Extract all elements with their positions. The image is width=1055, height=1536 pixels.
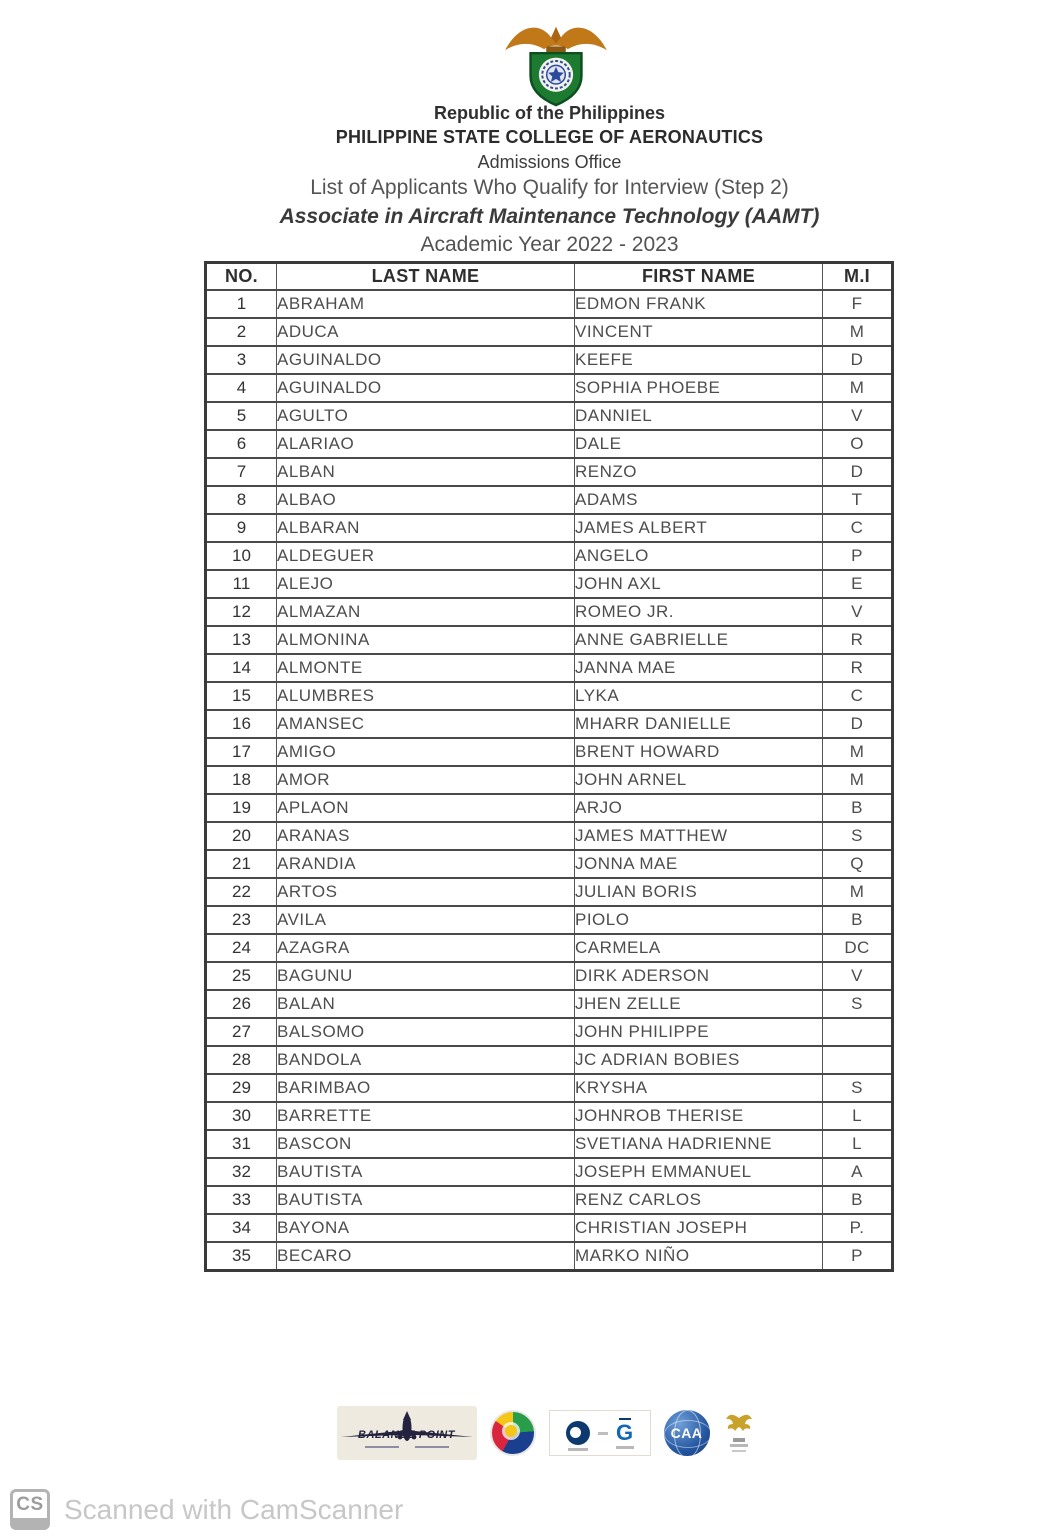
table-row xyxy=(206,794,893,822)
table-row xyxy=(206,738,893,766)
first-name-cell: BRENT HOWARD xyxy=(575,738,823,766)
table-row xyxy=(206,570,893,598)
first-name-cell: ROMEO JR. xyxy=(575,598,823,626)
table-row xyxy=(206,1130,893,1158)
table-row xyxy=(206,1018,893,1046)
document-header xyxy=(22,101,1055,175)
row-number-cell: 6 xyxy=(206,430,277,458)
first-name-cell: JHEN ZELLE xyxy=(575,990,823,1018)
first-name-cell: PIOLO xyxy=(575,906,823,934)
last-name-cell: ADUCA xyxy=(277,318,575,346)
last-name-cell: ALMAZAN xyxy=(277,598,575,626)
middle-initial-cell: F xyxy=(823,290,893,318)
table-row xyxy=(206,1046,893,1074)
row-number-cell: 14 xyxy=(206,654,277,682)
last-name-cell: ALBARAN xyxy=(277,514,575,542)
last-name-cell: BAGUNU xyxy=(277,962,575,990)
middle-initial-cell: R xyxy=(823,654,893,682)
last-name-cell: BAYONA xyxy=(277,1214,575,1242)
first-name-cell: RENZ CARLOS xyxy=(575,1186,823,1214)
camscanner-badge-icon xyxy=(10,1489,50,1530)
applicants-tbody xyxy=(206,290,893,1271)
row-number-cell: 5 xyxy=(206,402,277,430)
table-row xyxy=(206,290,893,318)
middle-initial-cell xyxy=(823,1046,893,1074)
last-name-cell: ALARIAO xyxy=(277,430,575,458)
col-header-no: NO. xyxy=(206,263,277,291)
row-number-cell: 4 xyxy=(206,374,277,402)
middle-initial-cell: O xyxy=(823,430,893,458)
list-title: List of Applicants Who Qualify for Interview (Step 2) xyxy=(310,176,789,199)
first-name-cell: JOHN AXL xyxy=(575,570,823,598)
first-name-cell: CHRISTIAN JOSEPH xyxy=(575,1214,823,1242)
middle-initial-cell: P xyxy=(823,542,893,570)
last-name-cell: BAUTISTA xyxy=(277,1186,575,1214)
row-number-cell: 9 xyxy=(206,514,277,542)
middle-initial-cell: D xyxy=(823,710,893,738)
middle-initial-cell: R xyxy=(823,626,893,654)
first-name-cell: KRYSHA xyxy=(575,1074,823,1102)
last-name-cell: BALAN xyxy=(277,990,575,1018)
footer-logos-row xyxy=(18,1406,1055,1460)
row-number-cell: 7 xyxy=(206,458,277,486)
last-name-cell: ALEJO xyxy=(277,570,575,598)
middle-initial-cell xyxy=(823,1018,893,1046)
row-number-cell: 15 xyxy=(206,682,277,710)
row-number-cell: 3 xyxy=(206,346,277,374)
table-row xyxy=(206,962,893,990)
row-number-cell: 24 xyxy=(206,934,277,962)
last-name-cell: ALBAO xyxy=(277,486,575,514)
table-row xyxy=(206,710,893,738)
last-name-cell: AMIGO xyxy=(277,738,575,766)
row-number-cell: 13 xyxy=(206,626,277,654)
first-name-cell: MARKO NIÑO xyxy=(575,1242,823,1271)
row-number-cell: 16 xyxy=(206,710,277,738)
balance-point-label: BALANCE POINT xyxy=(358,1429,455,1441)
table-row xyxy=(206,318,893,346)
middle-initial-cell: C xyxy=(823,514,893,542)
middle-initial-cell: C xyxy=(823,682,893,710)
row-number-cell: 18 xyxy=(206,766,277,794)
first-name-cell: CARMELA xyxy=(575,934,823,962)
col-header-first-name: FIRST NAME xyxy=(575,263,823,291)
table-row xyxy=(206,654,893,682)
middle-initial-cell: S xyxy=(823,822,893,850)
table-row xyxy=(206,458,893,486)
first-name-cell: RENZO xyxy=(575,458,823,486)
row-number-cell: 35 xyxy=(206,1242,277,1271)
first-name-cell: SVETIANA HADRIENNE xyxy=(575,1130,823,1158)
first-name-cell: JONNA MAE xyxy=(575,850,823,878)
last-name-cell: BANDOLA xyxy=(277,1046,575,1074)
middle-initial-cell: B xyxy=(823,794,893,822)
middle-initial-cell: B xyxy=(823,906,893,934)
middle-initial-cell: S xyxy=(823,1074,893,1102)
row-number-cell: 27 xyxy=(206,1018,277,1046)
last-name-cell: ALBAN xyxy=(277,458,575,486)
row-number-cell: 23 xyxy=(206,906,277,934)
middle-initial-cell: D xyxy=(823,458,893,486)
first-name-cell: KEEFE xyxy=(575,346,823,374)
row-number-cell: 20 xyxy=(206,822,277,850)
first-name-cell: JULIAN BORIS xyxy=(575,878,823,906)
last-name-cell: ALUMBRES xyxy=(277,682,575,710)
row-number-cell: 25 xyxy=(206,962,277,990)
last-name-cell: BASCON xyxy=(277,1130,575,1158)
last-name-cell: ARANAS xyxy=(277,822,575,850)
row-number-cell: 12 xyxy=(206,598,277,626)
last-name-cell: AGUINALDO xyxy=(277,346,575,374)
last-name-cell: BARRETTE xyxy=(277,1102,575,1130)
last-name-cell: ALMONINA xyxy=(277,626,575,654)
middle-initial-cell: P xyxy=(823,1242,893,1271)
first-name-cell: ADAMS xyxy=(575,486,823,514)
table-row xyxy=(206,1074,893,1102)
balance-point-logo-icon xyxy=(337,1406,477,1460)
last-name-cell: AZAGRA xyxy=(277,934,575,962)
last-name-cell: APLAON xyxy=(277,794,575,822)
first-name-cell: JOHN ARNEL xyxy=(575,766,823,794)
first-name-cell: MHARR DANIELLE xyxy=(575,710,823,738)
middle-initial-cell: DC xyxy=(823,934,893,962)
first-name-cell: ANNE GABRIELLE xyxy=(575,626,823,654)
row-number-cell: 19 xyxy=(206,794,277,822)
table-row xyxy=(206,1158,893,1186)
table-row xyxy=(206,1242,893,1271)
cert-separator xyxy=(598,1432,608,1435)
col-header-mi: M.I xyxy=(823,263,893,291)
middle-initial-cell: E xyxy=(823,570,893,598)
middle-initial-cell: M xyxy=(823,738,893,766)
last-name-cell: ALDEGUER xyxy=(277,542,575,570)
table-row xyxy=(206,878,893,906)
first-name-cell: JANNA MAE xyxy=(575,654,823,682)
last-name-cell: ALMONTE xyxy=(277,654,575,682)
row-number-cell: 32 xyxy=(206,1158,277,1186)
bagong-pilipinas-logo-icon xyxy=(490,1410,536,1456)
table-row xyxy=(206,514,893,542)
table-row xyxy=(206,402,893,430)
program-title: Associate in Aircraft Maintenance Technology (AAMT) xyxy=(279,205,820,228)
last-name-cell: AGULTO xyxy=(277,402,575,430)
first-name-cell: VINCENT xyxy=(575,318,823,346)
last-name-cell: BAUTISTA xyxy=(277,1158,575,1186)
middle-initial-cell: M xyxy=(823,318,893,346)
cs-badge-label: CS xyxy=(16,1494,44,1515)
row-number-cell: 21 xyxy=(206,850,277,878)
first-name-cell: EDMON FRANK xyxy=(575,290,823,318)
first-name-cell: JC ADRIAN BOBIES xyxy=(575,1046,823,1074)
last-name-cell: AMOR xyxy=(277,766,575,794)
table-row xyxy=(206,486,893,514)
col-header-last-name: LAST NAME xyxy=(277,263,575,291)
middle-initial-cell: V xyxy=(823,402,893,430)
table-row xyxy=(206,990,893,1018)
row-number-cell: 17 xyxy=(206,738,277,766)
last-name-cell: AMANSEC xyxy=(277,710,575,738)
table-row xyxy=(206,934,893,962)
row-number-cell: 22 xyxy=(206,878,277,906)
row-number-cell: 29 xyxy=(206,1074,277,1102)
middle-initial-cell: M xyxy=(823,766,893,794)
first-name-cell: ARJO xyxy=(575,794,823,822)
middle-initial-cell: V xyxy=(823,962,893,990)
row-number-cell: 8 xyxy=(206,486,277,514)
middle-initial-cell: D xyxy=(823,346,893,374)
row-number-cell: 1 xyxy=(206,290,277,318)
middle-initial-cell: L xyxy=(823,1130,893,1158)
row-number-cell: 31 xyxy=(206,1130,277,1158)
last-name-cell: AGUINALDO xyxy=(277,374,575,402)
gold-eagle-award-icon xyxy=(723,1410,755,1456)
middle-initial-cell: P. xyxy=(823,1214,893,1242)
iso-certification-badges xyxy=(549,1410,651,1456)
middle-initial-cell: A xyxy=(823,1158,893,1186)
first-name-cell: JOHNROB THERISE xyxy=(575,1102,823,1130)
first-name-cell: ANGELO xyxy=(575,542,823,570)
table-row xyxy=(206,850,893,878)
row-number-cell: 2 xyxy=(206,318,277,346)
first-name-cell: DIRK ADERSON xyxy=(575,962,823,990)
row-number-cell: 26 xyxy=(206,990,277,1018)
table-row xyxy=(206,1214,893,1242)
last-name-cell: AVILA xyxy=(277,906,575,934)
middle-initial-cell: V xyxy=(823,598,893,626)
middle-initial-cell: Q xyxy=(823,850,893,878)
first-name-cell: LYKA xyxy=(575,682,823,710)
row-number-cell: 11 xyxy=(206,570,277,598)
first-name-cell: JOSEPH EMMANUEL xyxy=(575,1158,823,1186)
table-row xyxy=(206,822,893,850)
row-number-cell: 28 xyxy=(206,1046,277,1074)
first-name-cell: JOHN PHILIPPE xyxy=(575,1018,823,1046)
republic-line: Republic of the Philippines xyxy=(433,103,665,123)
middle-initial-cell: M xyxy=(823,878,893,906)
row-number-cell: 30 xyxy=(206,1102,277,1130)
global-cert-icon: G xyxy=(615,1420,634,1445)
middle-initial-cell: L xyxy=(823,1102,893,1130)
camscanner-label: Scanned with CamScanner xyxy=(64,1493,404,1525)
table-row xyxy=(206,374,893,402)
row-number-cell: 10 xyxy=(206,542,277,570)
eagle-shield-icon xyxy=(497,14,615,108)
philsca-seal-icon xyxy=(497,14,615,108)
first-name-cell: SOPHIA PHOEBE xyxy=(575,374,823,402)
office-line: Admissions Office xyxy=(477,152,622,172)
last-name-cell: BECARO xyxy=(277,1242,575,1271)
document-titles xyxy=(22,173,1055,259)
table-header-row xyxy=(206,263,893,291)
college-name: PHILIPPINE STATE COLLEGE OF AERONAUTICS xyxy=(335,127,764,147)
camscanner-bar xyxy=(10,1489,403,1530)
last-name-cell: ARTOS xyxy=(277,878,575,906)
first-name-cell: JAMES ALBERT xyxy=(575,514,823,542)
table-row xyxy=(206,1102,893,1130)
table-row xyxy=(206,598,893,626)
table-row xyxy=(206,542,893,570)
caa-label: CAA xyxy=(670,1425,703,1441)
first-name-cell: JAMES MATTHEW xyxy=(575,822,823,850)
applicants-table xyxy=(204,261,894,1272)
quality-cert-icon xyxy=(566,1421,590,1445)
table-row xyxy=(206,430,893,458)
table-row xyxy=(206,906,893,934)
table-row xyxy=(206,682,893,710)
middle-initial-cell: M xyxy=(823,374,893,402)
table-row xyxy=(206,766,893,794)
caa-globe-logo-icon xyxy=(664,1410,710,1456)
row-number-cell: 34 xyxy=(206,1214,277,1242)
row-number-cell: 33 xyxy=(206,1186,277,1214)
last-name-cell: ARANDIA xyxy=(277,850,575,878)
last-name-cell: ABRAHAM xyxy=(277,290,575,318)
table-row xyxy=(206,346,893,374)
first-name-cell: DANNIEL xyxy=(575,402,823,430)
table-row xyxy=(206,1186,893,1214)
first-name-cell: DALE xyxy=(575,430,823,458)
middle-initial-cell: T xyxy=(823,486,893,514)
middle-initial-cell: B xyxy=(823,1186,893,1214)
last-name-cell: BALSOMO xyxy=(277,1018,575,1046)
academic-year: Academic Year 2022 - 2023 xyxy=(420,233,679,256)
table-row xyxy=(206,626,893,654)
last-name-cell: BARIMBAO xyxy=(277,1074,575,1102)
middle-initial-cell: S xyxy=(823,990,893,1018)
